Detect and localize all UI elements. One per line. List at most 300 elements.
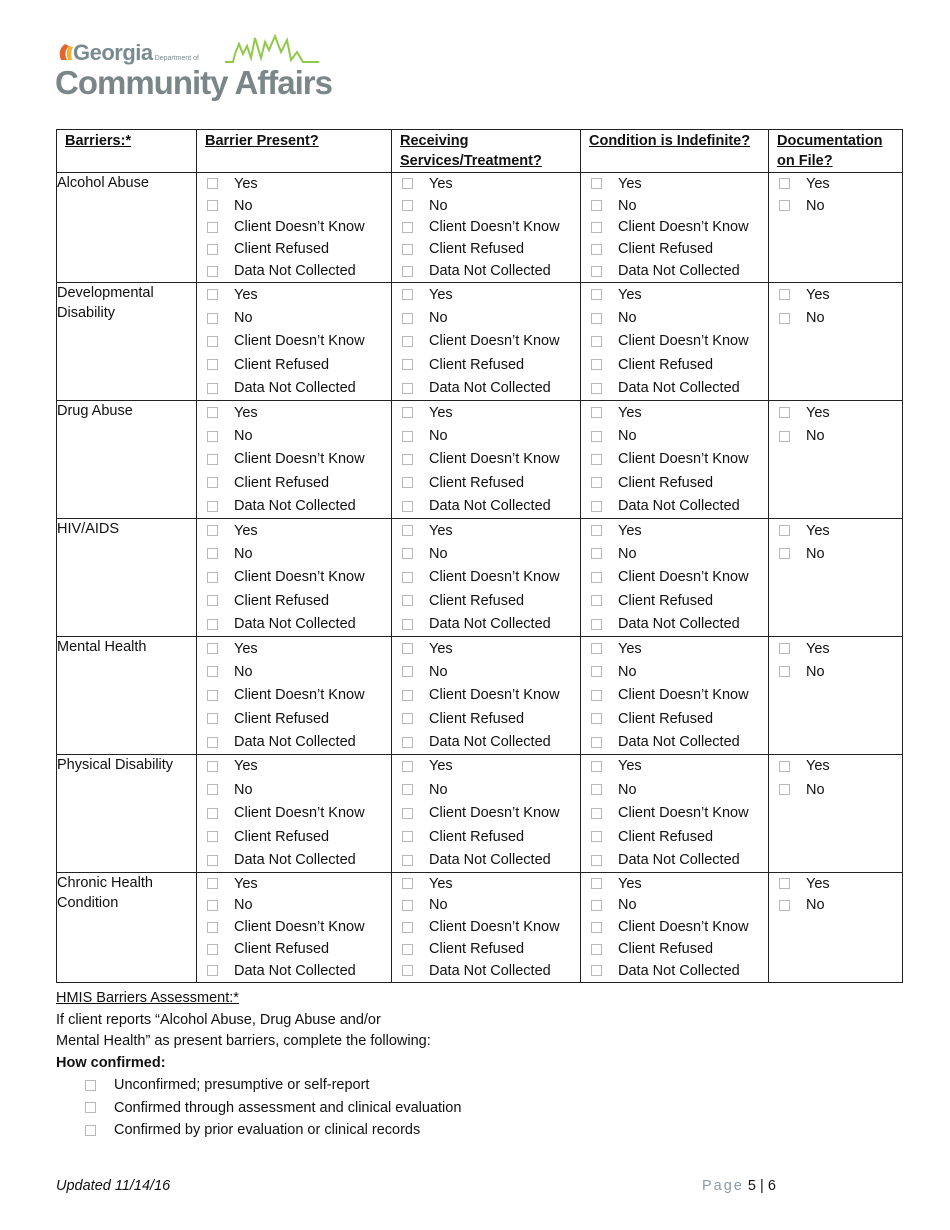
- option: [197, 260, 391, 282]
- checkbox[interactable]: [207, 737, 218, 748]
- option: [581, 755, 768, 778]
- checkbox[interactable]: [779, 784, 790, 795]
- checkbox[interactable]: [591, 737, 602, 748]
- checkbox[interactable]: [591, 784, 602, 795]
- option-label: No: [234, 781, 253, 798]
- option-label: Client Doesn’t Know: [618, 805, 749, 822]
- checkbox[interactable]: [402, 501, 413, 512]
- checkbox[interactable]: [207, 244, 218, 255]
- option-label: No: [806, 781, 825, 798]
- option-label: No: [429, 428, 448, 445]
- checkbox[interactable]: [779, 407, 790, 418]
- option: [581, 542, 768, 565]
- option: [197, 684, 391, 707]
- checkbox[interactable]: [779, 548, 790, 559]
- option-label: Data Not Collected: [429, 852, 551, 869]
- option: [197, 330, 391, 353]
- logo-mark-icon: [55, 42, 75, 62]
- option-cell: [392, 173, 581, 283]
- checkbox[interactable]: [402, 289, 413, 300]
- option-label: Data Not Collected: [429, 263, 551, 280]
- option: [581, 848, 768, 871]
- checkbox[interactable]: [207, 922, 218, 933]
- option-label: Client Doesn’t Know: [429, 333, 560, 350]
- option-cell: [769, 173, 903, 283]
- option: [392, 377, 580, 400]
- checkbox[interactable]: [591, 572, 602, 583]
- checkbox[interactable]: [207, 900, 218, 911]
- option-label: Yes: [234, 286, 258, 303]
- option-label: Client Doesn’t Know: [234, 451, 365, 468]
- option-label: Client Refused: [234, 941, 330, 958]
- checkbox[interactable]: [591, 477, 602, 488]
- option: [581, 217, 768, 239]
- option: [197, 495, 391, 518]
- checkbox[interactable]: [779, 666, 790, 677]
- header-barriers: Barriers:*: [57, 130, 197, 173]
- option-label: Yes: [618, 875, 642, 892]
- checkbox[interactable]: [207, 761, 218, 772]
- checkbox[interactable]: [591, 690, 602, 701]
- option-label: Client Doesn’t Know: [234, 569, 365, 586]
- checkbox[interactable]: [402, 359, 413, 370]
- checkbox[interactable]: [207, 595, 218, 606]
- option-cell: [392, 636, 581, 754]
- checkbox[interactable]: [779, 431, 790, 442]
- checkbox[interactable]: [402, 266, 413, 277]
- option-label: Client Refused: [234, 241, 330, 258]
- checkbox[interactable]: [402, 666, 413, 677]
- option: [197, 283, 391, 306]
- option-label: Client Doesn’t Know: [618, 333, 749, 350]
- option-label: Data Not Collected: [429, 734, 551, 751]
- option: [392, 873, 580, 895]
- option: [197, 566, 391, 589]
- checkbox[interactable]: [207, 944, 218, 955]
- option: [197, 637, 391, 660]
- option-label: Yes: [618, 522, 642, 539]
- option: [392, 755, 580, 778]
- option-label: Yes: [429, 404, 453, 421]
- checkbox[interactable]: [402, 878, 413, 889]
- header-barrier-present: Barrier Present?: [197, 130, 392, 173]
- option: [581, 377, 768, 400]
- option-label: Data Not Collected: [234, 616, 356, 633]
- checkbox[interactable]: [207, 965, 218, 976]
- option: [392, 960, 580, 982]
- option-label: No: [618, 545, 637, 562]
- option-label: Data Not Collected: [234, 852, 356, 869]
- option: [392, 353, 580, 376]
- header-documentation: Documentation on File?: [769, 130, 903, 173]
- option: [197, 802, 391, 825]
- option: [581, 873, 768, 895]
- option: [769, 173, 902, 195]
- option-label: Client Doesn’t Know: [234, 805, 365, 822]
- option: [581, 566, 768, 589]
- option: [581, 589, 768, 612]
- checkbox[interactable]: [591, 501, 602, 512]
- option: [197, 916, 391, 938]
- option-cell: [197, 400, 392, 518]
- option: [392, 401, 580, 424]
- option: [581, 195, 768, 217]
- option: [197, 755, 391, 778]
- option: [581, 448, 768, 471]
- option-label: Client Doesn’t Know: [618, 569, 749, 586]
- assessment-heading: HMIS Barriers Assessment:*: [56, 990, 239, 1006]
- checkbox[interactable]: [207, 643, 218, 654]
- checkbox[interactable]: [402, 784, 413, 795]
- option-label: Client Doesn’t Know: [234, 219, 365, 236]
- option-label: Data Not Collected: [618, 498, 740, 515]
- page-total: 6: [767, 1178, 776, 1194]
- checkbox[interactable]: [402, 831, 413, 842]
- checkbox[interactable]: [402, 595, 413, 606]
- checkbox[interactable]: [591, 595, 602, 606]
- option: [197, 873, 391, 895]
- option-cell: [197, 754, 392, 872]
- option: [581, 471, 768, 494]
- option: [197, 730, 391, 753]
- checkbox[interactable]: [207, 200, 218, 211]
- checkbox[interactable]: [207, 784, 218, 795]
- checkbox[interactable]: [591, 808, 602, 819]
- option: [197, 660, 391, 683]
- checkbox[interactable]: [207, 572, 218, 583]
- checkbox[interactable]: [207, 525, 218, 536]
- checkbox[interactable]: [591, 431, 602, 442]
- option-cell: [392, 400, 581, 518]
- option-label: Yes: [618, 640, 642, 657]
- option-label: Data Not Collected: [234, 380, 356, 397]
- checkbox[interactable]: [779, 178, 790, 189]
- option-label: Client Refused: [429, 828, 525, 845]
- option: [581, 495, 768, 518]
- checkbox[interactable]: [85, 1125, 96, 1136]
- option: [392, 542, 580, 565]
- option: [392, 217, 580, 239]
- checkbox[interactable]: [207, 477, 218, 488]
- option: [197, 612, 391, 635]
- checkbox[interactable]: [207, 178, 218, 189]
- option: [197, 960, 391, 982]
- checkbox[interactable]: [402, 619, 413, 630]
- option: [392, 848, 580, 871]
- option-label: Data Not Collected: [234, 263, 356, 280]
- option-label: Data Not Collected: [618, 852, 740, 869]
- option: [581, 895, 768, 917]
- option-label: Yes: [429, 175, 453, 192]
- checkbox[interactable]: [207, 222, 218, 233]
- checkbox[interactable]: [207, 266, 218, 277]
- option-label: Yes: [429, 640, 453, 657]
- confirm-option: [85, 1119, 461, 1142]
- option: [197, 848, 391, 871]
- checkbox[interactable]: [591, 336, 602, 347]
- barriers-table: [56, 129, 903, 983]
- checkbox[interactable]: [591, 855, 602, 866]
- checkbox[interactable]: [207, 619, 218, 630]
- barrier-name: Physical Disability: [57, 754, 197, 872]
- checkbox[interactable]: [207, 501, 218, 512]
- checkbox[interactable]: [591, 407, 602, 418]
- option: [769, 755, 902, 778]
- checkbox[interactable]: [591, 643, 602, 654]
- checkbox[interactable]: [402, 737, 413, 748]
- updated-date: Updated 11/14/16: [56, 1178, 171, 1194]
- checkbox[interactable]: [402, 383, 413, 394]
- checkbox[interactable]: [591, 222, 602, 233]
- checkbox[interactable]: [402, 477, 413, 488]
- checkbox[interactable]: [402, 808, 413, 819]
- option: [581, 684, 768, 707]
- option: [392, 660, 580, 683]
- option: [769, 895, 902, 917]
- checkbox[interactable]: [402, 713, 413, 724]
- option: [197, 448, 391, 471]
- checkbox[interactable]: [591, 944, 602, 955]
- checkbox[interactable]: [591, 359, 602, 370]
- checkbox[interactable]: [207, 454, 218, 465]
- option-label: Client Refused: [234, 474, 330, 491]
- option: [769, 283, 902, 306]
- checkbox[interactable]: [207, 690, 218, 701]
- option-label: No: [234, 197, 253, 214]
- option-cell: [581, 518, 769, 636]
- option-label: Data Not Collected: [618, 962, 740, 979]
- checkbox[interactable]: [779, 643, 790, 654]
- table-row: [57, 400, 903, 518]
- option: [392, 895, 580, 917]
- option-cell: [392, 754, 581, 872]
- option: [392, 938, 580, 960]
- option-label: Yes: [806, 175, 830, 192]
- option-label: Data Not Collected: [429, 498, 551, 515]
- checkbox[interactable]: [207, 666, 218, 677]
- option-cell: [769, 400, 903, 518]
- checkbox[interactable]: [779, 761, 790, 772]
- option-label: Client Refused: [618, 941, 714, 958]
- checkbox[interactable]: [402, 690, 413, 701]
- checkbox[interactable]: [207, 336, 218, 347]
- checkbox[interactable]: [591, 900, 602, 911]
- checkbox[interactable]: [779, 525, 790, 536]
- option: [581, 730, 768, 753]
- option: [392, 495, 580, 518]
- option-cell: [769, 282, 903, 400]
- option: [581, 306, 768, 329]
- option-label: Client Doesn’t Know: [234, 919, 365, 936]
- option-label: Yes: [618, 286, 642, 303]
- checkbox[interactable]: [207, 831, 218, 842]
- option: [392, 306, 580, 329]
- option-label: Client Refused: [429, 241, 525, 258]
- checkbox[interactable]: [402, 572, 413, 583]
- checkbox[interactable]: [402, 761, 413, 772]
- checkbox[interactable]: [402, 407, 413, 418]
- option-label: Client Doesn’t Know: [429, 687, 560, 704]
- checkbox[interactable]: [207, 289, 218, 300]
- option: [581, 660, 768, 683]
- checkbox[interactable]: [402, 525, 413, 536]
- checkbox[interactable]: [591, 454, 602, 465]
- option-label: Confirmed by prior evaluation or clinical records: [114, 1122, 421, 1139]
- page-number: [702, 1178, 776, 1194]
- page-sep: |: [760, 1178, 764, 1194]
- option-label: Client Refused: [234, 592, 330, 609]
- option: [392, 730, 580, 753]
- option-label: No: [429, 310, 448, 327]
- option: [581, 916, 768, 938]
- checkbox[interactable]: [402, 965, 413, 976]
- checkbox[interactable]: [402, 548, 413, 559]
- option-cell: [769, 636, 903, 754]
- option-cell: [769, 518, 903, 636]
- option-cell: [581, 400, 769, 518]
- checkbox[interactable]: [207, 713, 218, 724]
- option-label: Yes: [234, 404, 258, 421]
- option-label: Client Doesn’t Know: [618, 919, 749, 936]
- checkbox[interactable]: [402, 855, 413, 866]
- option: [392, 448, 580, 471]
- checkbox[interactable]: [402, 313, 413, 324]
- checkbox[interactable]: [402, 643, 413, 654]
- skyline-icon: [225, 32, 320, 66]
- option-cell: [392, 872, 581, 982]
- checkbox[interactable]: [591, 525, 602, 536]
- option-label: Data Not Collected: [618, 616, 740, 633]
- table-row: [57, 754, 903, 872]
- option-label: Yes: [806, 286, 830, 303]
- checkbox[interactable]: [591, 313, 602, 324]
- checkbox[interactable]: [402, 336, 413, 347]
- option-label: No: [429, 897, 448, 914]
- option: [392, 238, 580, 260]
- checkbox[interactable]: [207, 548, 218, 559]
- checkbox[interactable]: [591, 383, 602, 394]
- checkbox[interactable]: [591, 713, 602, 724]
- option-label: Client Doesn’t Know: [234, 333, 365, 350]
- option-label: Yes: [806, 875, 830, 892]
- option-label: No: [618, 310, 637, 327]
- option-label: Data Not Collected: [618, 380, 740, 397]
- checkbox[interactable]: [591, 965, 602, 976]
- option-label: No: [429, 781, 448, 798]
- option: [581, 938, 768, 960]
- checkbox[interactable]: [207, 431, 218, 442]
- option: [197, 938, 391, 960]
- option-label: Client Refused: [618, 356, 714, 373]
- checkbox[interactable]: [779, 900, 790, 911]
- checkbox[interactable]: [207, 359, 218, 370]
- checkbox[interactable]: [207, 407, 218, 418]
- option-cell: [197, 173, 392, 283]
- checkbox[interactable]: [85, 1080, 96, 1091]
- option: [392, 519, 580, 542]
- option-label: Data Not Collected: [429, 380, 551, 397]
- option-label: No: [234, 663, 253, 680]
- option-label: No: [618, 781, 637, 798]
- checkbox[interactable]: [207, 855, 218, 866]
- checkbox[interactable]: [85, 1102, 96, 1113]
- option-label: Yes: [806, 522, 830, 539]
- option-label: Yes: [429, 522, 453, 539]
- option: [581, 519, 768, 542]
- option-label: Client Doesn’t Know: [618, 219, 749, 236]
- checkbox[interactable]: [402, 922, 413, 933]
- checkbox[interactable]: [591, 666, 602, 677]
- option: [581, 612, 768, 635]
- option-label: Yes: [234, 758, 258, 775]
- checkbox[interactable]: [591, 619, 602, 630]
- option-cell: [581, 872, 769, 982]
- checkbox[interactable]: [779, 200, 790, 211]
- checkbox[interactable]: [207, 313, 218, 324]
- checkbox[interactable]: [402, 178, 413, 189]
- table-row: [57, 518, 903, 636]
- checkbox[interactable]: [591, 266, 602, 277]
- option: [197, 173, 391, 195]
- confirm-options: [85, 1074, 461, 1142]
- checkbox[interactable]: [591, 761, 602, 772]
- option-label: No: [234, 310, 253, 327]
- option-cell: [769, 754, 903, 872]
- option-label: Yes: [618, 404, 642, 421]
- option-cell: [197, 282, 392, 400]
- option: [769, 637, 902, 660]
- checkbox[interactable]: [402, 944, 413, 955]
- option-label: Client Doesn’t Know: [429, 569, 560, 586]
- option: [769, 542, 902, 565]
- confirm-option: [85, 1097, 461, 1120]
- checkbox[interactable]: [402, 431, 413, 442]
- option-label: Yes: [806, 404, 830, 421]
- checkbox[interactable]: [591, 831, 602, 842]
- option: [581, 353, 768, 376]
- page-current: 5: [747, 1178, 756, 1194]
- checkbox[interactable]: [591, 878, 602, 889]
- checkbox[interactable]: [591, 244, 602, 255]
- checkbox[interactable]: [402, 244, 413, 255]
- option-cell: [197, 872, 392, 982]
- checkbox[interactable]: [402, 200, 413, 211]
- checkbox[interactable]: [207, 383, 218, 394]
- option: [581, 238, 768, 260]
- option: [769, 873, 902, 895]
- checkbox[interactable]: [779, 313, 790, 324]
- checkbox[interactable]: [402, 454, 413, 465]
- option: [769, 424, 902, 447]
- option-label: Yes: [234, 640, 258, 657]
- checkbox[interactable]: [591, 548, 602, 559]
- checkbox[interactable]: [591, 200, 602, 211]
- checkbox[interactable]: [591, 178, 602, 189]
- checkbox[interactable]: [402, 900, 413, 911]
- checkbox[interactable]: [207, 808, 218, 819]
- option: [392, 778, 580, 801]
- checkbox[interactable]: [402, 222, 413, 233]
- checkbox[interactable]: [591, 922, 602, 933]
- checkbox[interactable]: [207, 878, 218, 889]
- checkbox[interactable]: [591, 289, 602, 300]
- barrier-name: Chronic Health Condition: [57, 872, 197, 982]
- option-label: Yes: [618, 175, 642, 192]
- checkbox[interactable]: [779, 878, 790, 889]
- option: [392, 802, 580, 825]
- checkbox[interactable]: [779, 289, 790, 300]
- option: [769, 778, 902, 801]
